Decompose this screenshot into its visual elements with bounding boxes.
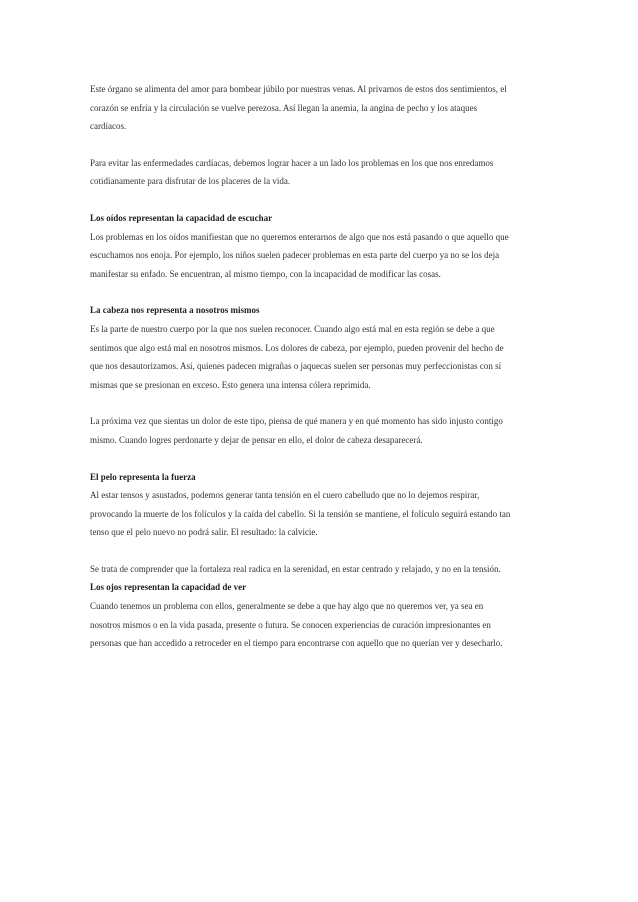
section-heading: La cabeza nos representa a nosotros mismos — [90, 305, 260, 316]
section-heading: Los ojos representan la capacidad de ver — [90, 582, 247, 593]
paragraph-heart-advice — [90, 154, 560, 191]
body-text-line: La próxima vez que sientas un dolor de este tipo, piensa de qué manera y en qué momento has sido injusto contigo — [90, 416, 503, 427]
paragraph-heart — [90, 80, 560, 136]
body-text-line: Este órgano se alimenta del amor para bombear júbilo por nuestras venas. Al privarnos de estos dos sentimientos, el — [90, 84, 507, 94]
body-text-line: Se trata de comprender que la fortaleza real radica en la serenidad, en estar centrado y relajado, y no en la tensión. — [90, 563, 501, 574]
body-text-line: cardíacos. — [90, 121, 127, 132]
section-hair — [90, 468, 560, 542]
body-text-line: personas que han accedido a retroceder en el tiempo para encontrarse con aquello que no querían ver y desecharlo. — [90, 638, 503, 649]
body-text-line: Es la parte de nuestro cuerpo por la que nos suelen reconocer. Cuando algo está mal en esta región se debe a que — [90, 323, 495, 334]
paragraph-strength — [90, 560, 560, 579]
body-text-line: manifestar su enfado. Se encuentran, al mismo tiempo, con la incapacidad de modificar las cosas. — [90, 268, 441, 279]
body-text-line: Los problemas en los oídos manifiestan que no queremos enterarnos de algo que nos está pasando o que aquello que — [90, 231, 509, 242]
body-text-line: cotidianamente para disfrutar de los placeres de la vida. — [90, 176, 291, 187]
body-text-line: escuchamos nos enoja. Por ejemplo, los niños suelen padecer problemas en esta parte del cuerpo ya no se los deja — [90, 250, 500, 261]
body-text-line: corazón se enfría y la circulación se vuelve perezosa. Así llegan la anemia, la angina de pecho y los ataques — [90, 102, 478, 113]
body-text-line: sentimos que algo está mal en nosotros mismos. Los dolores de cabeza, por ejemplo, pueden provenir del hecho de — [90, 342, 504, 353]
section-heading: El pelo representa la fuerza — [90, 471, 196, 482]
body-text-line: tenso que el pelo nuevo no podrá salir. El resultado: la calvicie. — [90, 527, 318, 538]
document-page — [90, 80, 560, 671]
body-text-line: Al estar tensos y asustados, podemos generar tanta tensión en el cuero cabelludo que no lo dejemos respirar, — [90, 490, 480, 501]
body-text-line: mismas que se presionan en exceso. Esto genera una intensa cólera reprimida. — [90, 379, 371, 390]
body-text-line: provocando la muerte de los folículos y la caída del cabello. Si la tensión se mantiene, el folículo seguirá estando tan — [90, 508, 511, 519]
body-text-line: mismo. Cuando logres perdonarte y dejar de pensar en ello, el dolor de cabeza desaparecerá. — [90, 434, 423, 445]
section-ears — [90, 209, 560, 283]
body-text-line: Cuando tenemos un problema con ellos, generalmente se debe a que hay algo que no queremos ver, ya sea en — [90, 601, 484, 612]
section-eyes — [90, 578, 560, 652]
body-text-line: Para evitar las enfermedades cardíacas, debemos lograr hacer a un lado los problemas en los que nos enredamos — [90, 157, 494, 168]
section-head — [90, 301, 560, 394]
body-text-line: que nos desautorizamos. Así, quienes padecen migrañas o jaquecas suelen ser personas muy perfeccionistas con sí — [90, 361, 502, 372]
body-text-line: nosotros mismos o en la vida pasada, presente o futura. Se conocen experiencias de curación impresionantes en — [90, 619, 491, 630]
section-heading: Los oídos representan la capacidad de escuchar — [90, 212, 273, 223]
paragraph-headache-advice — [90, 412, 560, 449]
